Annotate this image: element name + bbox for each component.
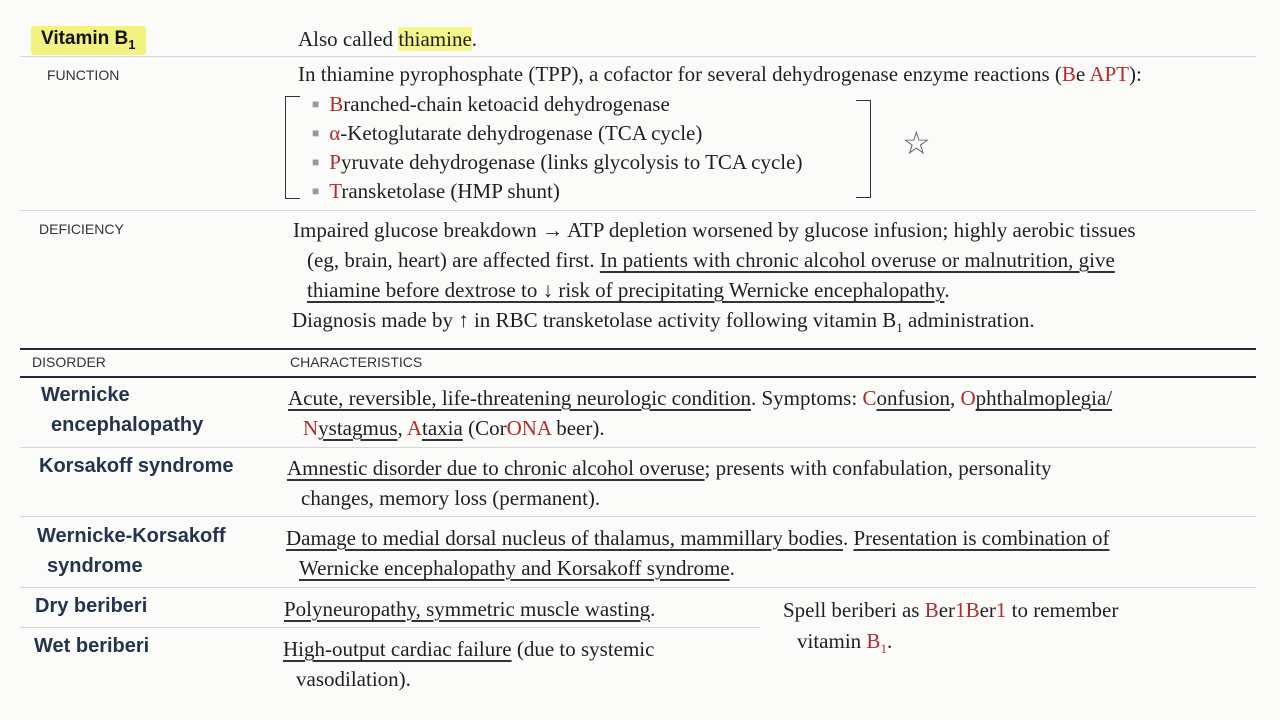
function-label: FUNCTION	[47, 67, 120, 83]
wernicke-char-2: Nystagmus, Ataxia (CorONA beer).	[303, 416, 605, 440]
disorder-korsakoff: Korsakoff syndrome	[39, 455, 234, 477]
disorder-wernicke-korsakoff: Wernicke-Korsakoff	[37, 525, 226, 547]
beriberi-tip-1: Spell beriberi as Ber1Ber1 to remember	[783, 598, 1119, 622]
list-item: ■ α-Ketoglutarate dehydrogenase (TCA cycle)	[312, 121, 703, 145]
wet-char-2: vasodilation).	[296, 667, 411, 691]
korsakoff-char-1: Amnestic disorder due to chronic alcohol overuse; presents with confabulation, personality	[287, 456, 1052, 480]
bracket-right	[856, 100, 871, 198]
col-characteristics: CHARACTERISTICS	[290, 354, 423, 370]
deficiency-line-4: Diagnosis made by ↑ in RBC transketolase activity following vitamin $B_1$ administration.	[292, 308, 1035, 336]
bracket-left	[285, 96, 300, 199]
wk-char-1: Damage to medial dorsal nucleus of thalamus, mammillary bodies. Presentation is combination of	[286, 526, 1110, 550]
col-disorder: DISORDER	[32, 354, 106, 370]
deficiency-line-1: Impaired glucose breakdown → ATP depletion worsened by glucose infusion; highly aerobic tissues	[293, 218, 1136, 242]
list-item: ■ Pyruvate dehydrogenase (links glycolysis to TCA cycle)	[312, 150, 803, 174]
disorder-dry-beriberi: Dry beriberi	[35, 595, 148, 617]
deficiency-line-2: (eg, brain, heart) are affected first. In patients with chronic alcohol overuse or malnutrition, give	[307, 248, 1115, 272]
korsakoff-char-2: changes, memory loss (permanent).	[301, 486, 601, 510]
disorder-wernicke-korsakoff-line2: syndrome	[47, 555, 143, 577]
list-item: ■ Branched-chain ketoacid dehydrogenase	[312, 92, 670, 116]
disorder-wet-beriberi: Wet beriberi	[34, 635, 150, 657]
disorder-wernicke: Wernicke	[41, 384, 130, 406]
vitamin-title: Vitamin $B_1$	[31, 26, 146, 55]
disorder-wernicke-line2: encephalopathy	[51, 414, 204, 436]
list-item: ■ Transketolase (HMP shunt)	[312, 179, 560, 203]
deficiency-label: DEFICIENCY	[39, 221, 124, 237]
deficiency-line-3: thiamine before dextrose to ↓ risk of precipitating Wernicke encephalopathy.	[307, 278, 950, 302]
dry-char: Polyneuropathy, symmetric muscle wasting.	[284, 597, 656, 621]
wet-char-1: High-output cardiac failure (due to systemic	[283, 637, 655, 661]
function-intro: In thiamine pyrophosphate (TPP), a cofactor for several dehydrogenase enzyme reactions (Be APT):	[298, 62, 1142, 86]
star-icon: ☆	[902, 124, 931, 162]
wernicke-char-1: Acute, reversible, life-threatening neurologic condition. Symptoms: Confusion, Ophthalmoplegia/	[288, 386, 1113, 410]
wk-char-2: Wernicke encephalopathy and Korsakoff syndrome.	[299, 556, 735, 580]
also-called: Also called thiamine.	[298, 27, 478, 51]
beriberi-tip-2: vitamin $B_1$.	[797, 629, 893, 657]
